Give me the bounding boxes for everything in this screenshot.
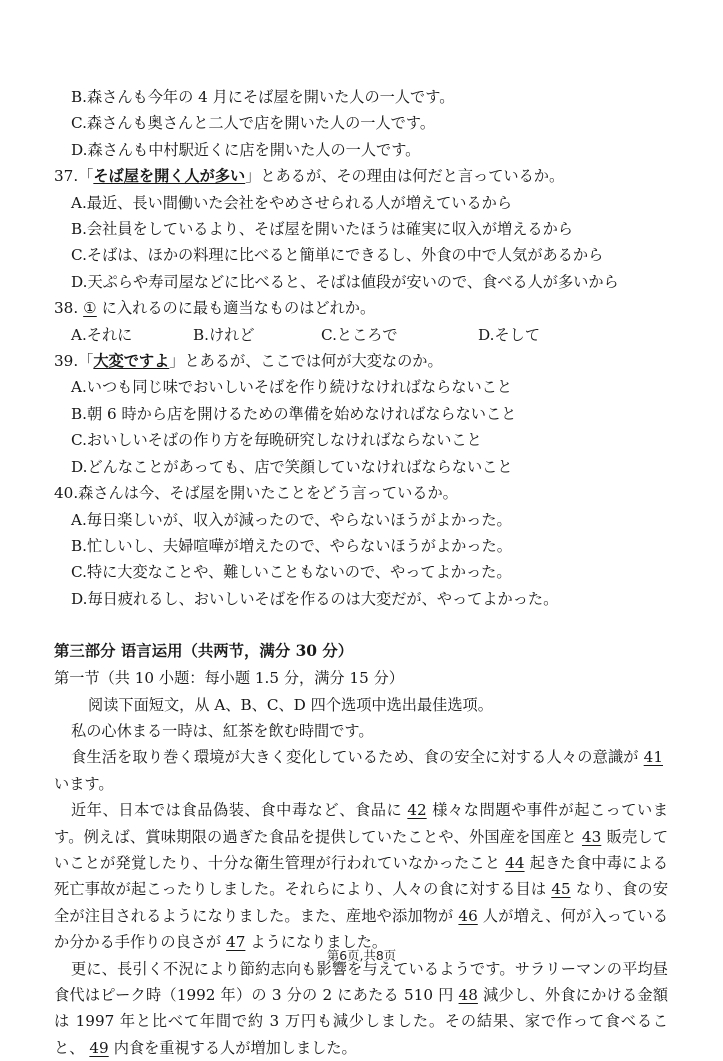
underlined-quote: そば屋を開く人が多い (93, 167, 246, 186)
question-38-stem (54, 295, 668, 321)
option-c: C.ところで (321, 325, 398, 344)
option-row: C.特に大変なことや、難しいこともないので、やってよかった。 (71, 563, 512, 582)
option-row: B.森さんも今年の 4 月にそば屋を開いた人の一人です。 (71, 88, 455, 106)
passage-text: 更に、長引く不況により節約志向も影響を与えているようです。サラリーマンの平均昼食代はピーク時（1992 年）の 3 分の 2 にあたる 510 円 (54, 959, 668, 1004)
answer-blank-48: 48 (458, 986, 478, 1004)
quote-open: 「 (78, 352, 94, 371)
part-3-heading: 第三部分 语言运用（共两节，满分 30 分） (54, 642, 354, 661)
option-row: C.森さんも奥さんと二人で店を開いた人の一人です。 (71, 114, 436, 133)
passage-text: います。 (54, 774, 114, 793)
option-row: B.朝 6 時から店を開けるための準備を始めなければならないこと (71, 404, 517, 423)
page-footer: 第6页,共8页 (326, 948, 397, 963)
option-row: A.いつも同じ味でおいしいそばを作り続けなければならないこと (71, 378, 513, 397)
stem-text: とあるが、ここでは何が大変なのか。 (184, 352, 443, 371)
passage-text: 人が増え、何が入っているか分かる手作りの良さが (54, 906, 669, 952)
quote-open: 「 (78, 167, 94, 186)
passage-text: 販売していこ (54, 827, 669, 872)
passage-paragraph-1 (54, 718, 668, 744)
question-number: 37. (54, 167, 79, 186)
option-row: B.会社員をしているより、そば屋を開いたほうは確実に収入が増えるから (71, 220, 573, 239)
passage-paragraph-4 (54, 956, 668, 1061)
answer-blank-43: 43 (581, 827, 602, 846)
quote-close: 」 (245, 167, 261, 186)
quote-close: 」 (169, 352, 185, 371)
stem-text: 森さんは今、そば屋を開いたことをどう言っているか。 (78, 484, 458, 503)
passage-text: 内食を重視する人が増加しました。 (113, 1038, 357, 1057)
passage-paragraph-3 (54, 797, 668, 955)
answer-blank-42: 42 (407, 801, 427, 820)
passage-text: 私の心休まる一時は、紅茶を飲む時間です。 (71, 721, 374, 740)
answer-blank-41: 41 (643, 748, 663, 767)
section-gap (54, 612, 668, 638)
option-b: B.けれど (193, 325, 255, 344)
question-number: 39. (54, 352, 79, 371)
section-1-heading: 第一节（共 10 小题：每小题 1.5 分，满分 15 分） (54, 669, 404, 688)
underlined-quote: 大変ですよ (93, 352, 170, 371)
passage-text: 食生活を取り巻く環境が大きく変化しているため、食の安全に対する人々の意識が (71, 748, 639, 767)
question-number: 38. (54, 299, 79, 318)
question-37-stem (54, 163, 668, 189)
option-row: C.おいしいそばの作り方を毎晩研究しなければならないこと (71, 431, 482, 450)
section-1-instruction: 阅读下面短文，从 A、B、C、D 四个选项中选出最佳选项。 (88, 695, 493, 714)
option-a: A.それに (71, 325, 133, 344)
option-d: D.そして (478, 325, 541, 344)
answer-blank-46: 46 (458, 906, 478, 925)
question-38-options (54, 322, 668, 348)
stem-text: とあるが、その理由は何だと言っているか。 (260, 167, 565, 186)
passage-text: 減少し、外食にかける金額は 1997 年と比べて年間で約 3 万円も減少しました。その結果、家で作って食べること、 (54, 986, 669, 1057)
answer-blank-45: 45 (551, 880, 571, 899)
passage-paragraph-2 (54, 744, 668, 797)
answer-blank: ① (83, 299, 97, 318)
passage-text: なり、食の安全が注目されるようになりました。また、産地や添加物が (54, 880, 669, 925)
option-row: A.毎日楽しいが、収入が減ったので、やらないほうがよかった。 (71, 510, 512, 529)
option-row: C.そばは、ほかの料理に比べると簡単にできるし、外食の中で人気があるから (71, 246, 604, 265)
stem-text: に入れるのに最も適当なものはどれか。 (101, 299, 376, 318)
question-39-stem (54, 348, 668, 374)
answer-blank-49: 49 (89, 1038, 109, 1057)
passage-text: とが発覚したり、十分な衛生管理が行われていなかったこと (84, 853, 501, 872)
answer-blank-44: 44 (505, 853, 525, 872)
option-row: D.どんなことがあっても、店で笑顔していなければならないこと (71, 457, 513, 476)
passage-text: 様々な問題や事件が起こっています。例えば、賞味期限の過ぎた食品を提供していたことや、外国産を国産と (54, 801, 669, 846)
option-row: A.最近、長い間働いた会社をやめさせられる人が増えているから (71, 193, 513, 212)
option-row: D.森さんも中村駅近くに店を開いた人の一人です。 (71, 140, 421, 159)
page-content (54, 84, 668, 1061)
answer-blank-47: 47 (226, 933, 246, 952)
passage-text: 近年、日本では食品偽装、食中毒など、食品に (71, 801, 403, 820)
option-row: D.天ぷらや寿司屋などに比べると、そばは値段が安いので、食べる人が多いから (71, 272, 619, 291)
question-40-stem (54, 480, 668, 506)
passage-text: 起きた食中毒による死亡事故が起こったりしました。それらにより、人々の食に対する目は (54, 853, 669, 899)
passage-text: ようになりました。 (250, 933, 388, 952)
question-number: 40. (54, 484, 79, 503)
option-row: B.忙しいし、夫婦喧嘩が増えたので、やらないほうがよかった。 (71, 536, 512, 555)
option-row: D.毎日疲れるし、おいしいそばを作るのは大変だが、やってよかった。 (71, 589, 559, 608)
